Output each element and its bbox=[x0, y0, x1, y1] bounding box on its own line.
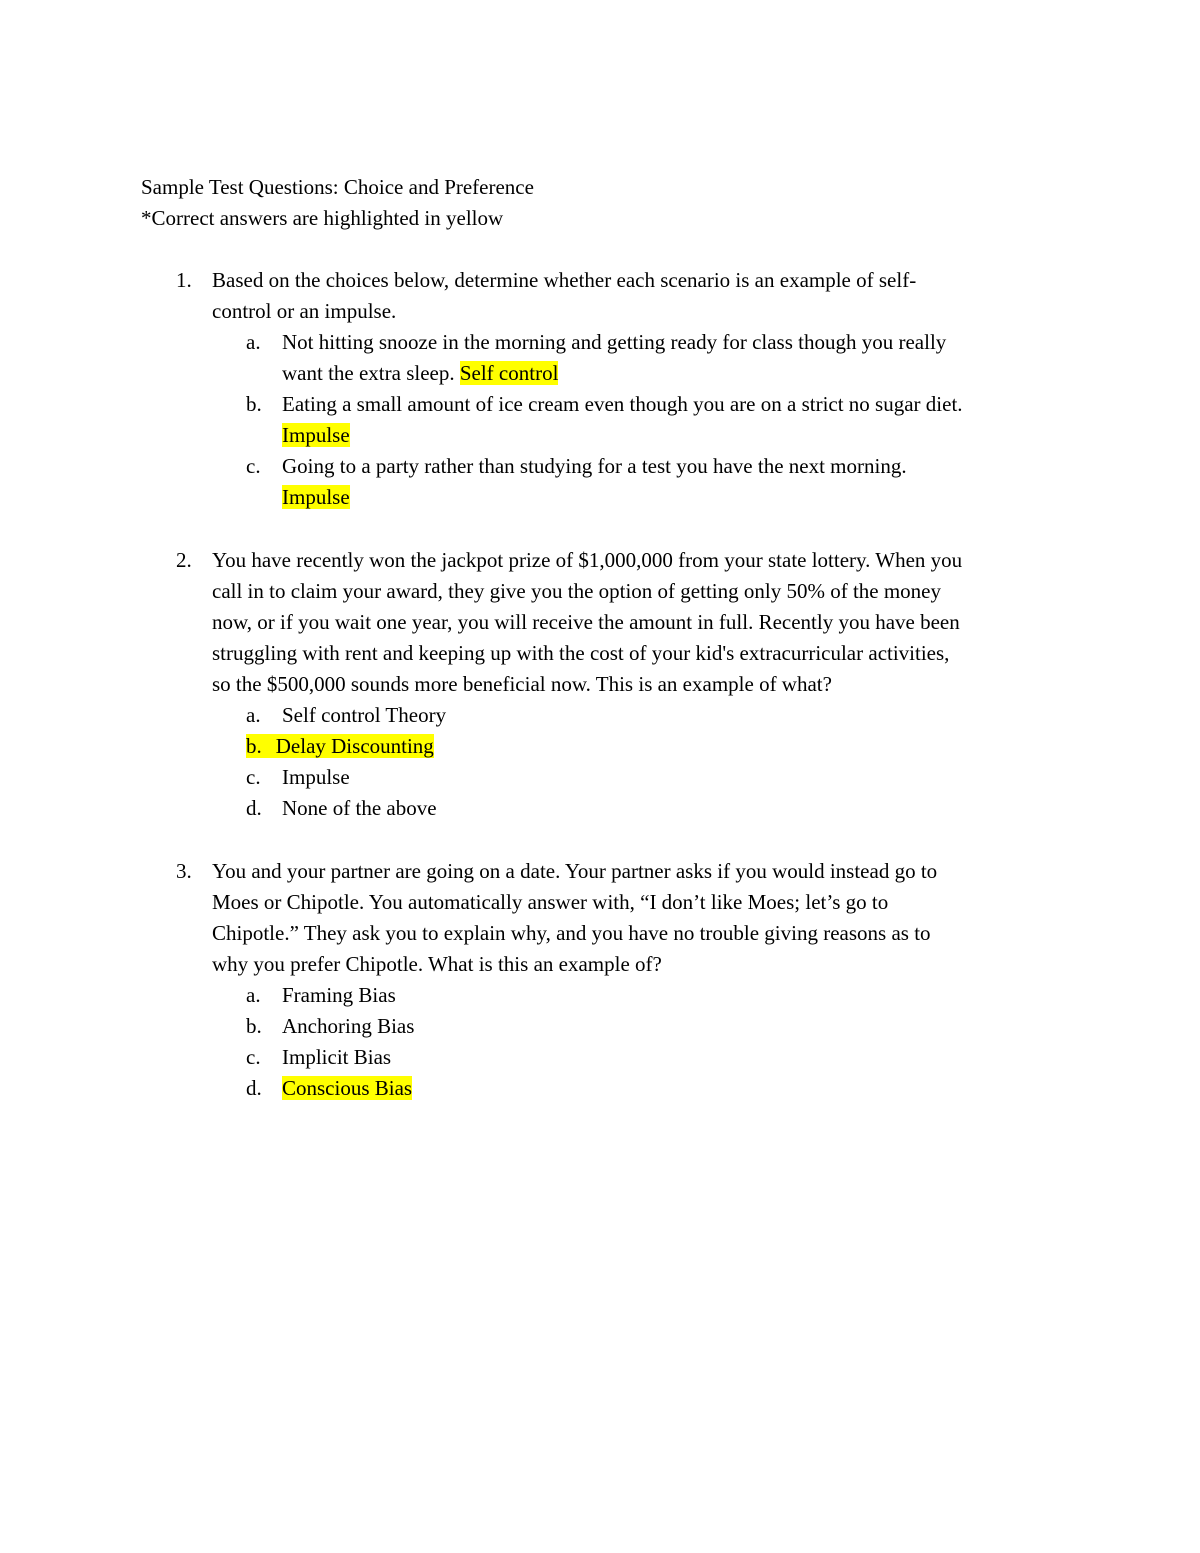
q3-option-text: Implicit Bias bbox=[282, 1045, 392, 1069]
correct-answer-highlight: Conscious Bias bbox=[282, 1076, 413, 1100]
q3-stem-line: You and your partner are going on a date. Your partner asks if you would instead go to bbox=[212, 859, 938, 883]
q3-option-text: Anchoring Bias bbox=[282, 1014, 415, 1038]
q2-option-letter: b. bbox=[246, 734, 262, 758]
q2-option-letter: c. bbox=[246, 765, 261, 789]
q1-number: 1. bbox=[176, 268, 192, 292]
q1-option-text bbox=[282, 361, 558, 385]
q2-stem-line: You have recently won the jackpot prize of $1,000,000 from your state lottery. When you bbox=[212, 548, 963, 572]
q1-option-answer bbox=[282, 423, 350, 447]
q1-option-text: Going to a party rather than studying for a test you have the next morning. bbox=[282, 454, 907, 478]
q2-stem-line: now, or if you wait one year, you will receive the amount in full. Recently you have been bbox=[212, 610, 960, 634]
q3-stem-line: why you prefer Chipotle. What is this an example of? bbox=[212, 952, 662, 976]
correct-answer-highlight: Impulse bbox=[282, 423, 350, 447]
q2-option-text: Self control Theory bbox=[282, 703, 447, 727]
q3-option-letter: a. bbox=[246, 983, 261, 1007]
q1-stem-line: control or an impulse. bbox=[212, 299, 397, 323]
q3-option-letter: c. bbox=[246, 1045, 261, 1069]
q3-stem-line: Moes or Chipotle. You automatically answer with, “I don’t like Moes; let’s go to bbox=[212, 890, 889, 914]
q1-option-text-part: want the extra sleep. bbox=[282, 361, 455, 385]
q2-stem-line: call in to claim your award, they give you the option of getting only 50% of the money bbox=[212, 579, 942, 603]
q2-number: 2. bbox=[176, 548, 192, 572]
q3-option-letter: d. bbox=[246, 1076, 262, 1100]
q2-option-letter: a. bbox=[246, 703, 261, 727]
q2-option-correct bbox=[246, 734, 434, 758]
q1-option-letter: a. bbox=[246, 330, 261, 354]
q3-number: 3. bbox=[176, 859, 192, 883]
correct-answer-highlight bbox=[246, 734, 434, 758]
q1-option-answer bbox=[282, 485, 350, 509]
q2-stem-line: struggling with rent and keeping up with the cost of your kid's extracurricular activities, bbox=[212, 641, 950, 665]
q2-option-text: Delay Discounting bbox=[275, 734, 434, 758]
correct-answer-highlight: Self control bbox=[459, 361, 559, 385]
q2-option-letter: d. bbox=[246, 796, 262, 820]
q3-option-letter: b. bbox=[246, 1014, 262, 1038]
correct-answer-highlight: Impulse bbox=[282, 485, 350, 509]
q2-option-text: None of the above bbox=[282, 796, 437, 820]
answer-key-note: *Correct answers are highlighted in yellow bbox=[141, 206, 504, 230]
q1-option-text: Not hitting snooze in the morning and getting ready for class though you really bbox=[282, 330, 947, 354]
q1-stem-line: Based on the choices below, determine whether each scenario is an example of self- bbox=[212, 268, 917, 292]
q1-option-letter: b. bbox=[246, 392, 262, 416]
q3-option-answer bbox=[282, 1076, 412, 1100]
q3-option-text: Framing Bias bbox=[282, 983, 396, 1007]
q1-option-letter: c. bbox=[246, 454, 261, 478]
q3-stem-line: Chipotle.” They ask you to explain why, and you have no trouble giving reasons as to bbox=[212, 921, 931, 945]
q1-option-text: Eating a small amount of ice cream even though you are on a strict no sugar diet. bbox=[282, 392, 963, 416]
document-title: Sample Test Questions: Choice and Preference bbox=[141, 175, 534, 199]
q2-stem-line: so the $500,000 sounds more beneficial now. This is an example of what? bbox=[212, 672, 832, 696]
q2-option-text: Impulse bbox=[282, 765, 350, 789]
